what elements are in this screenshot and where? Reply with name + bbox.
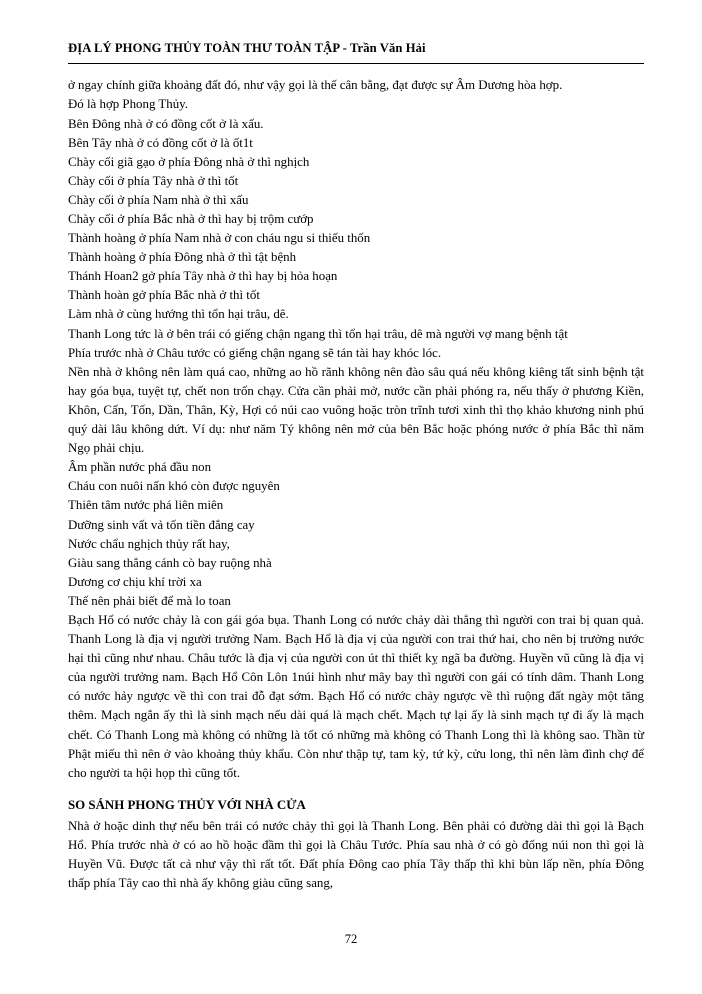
paragraph: Chày cối ở phía Bắc nhà ở thì hay bị trộm cướp <box>68 212 314 227</box>
document-body <box>68 76 644 893</box>
paragraph: Bên Đông nhà ở có đồng cốt ở là xấu. <box>68 116 264 131</box>
section-heading: SO SÁNH PHONG THỦY VỚI NHÀ CỬA <box>68 797 306 812</box>
paragraph: ở ngay chính giữa khoảng đất đó, như vậy gọi là thế cân bằng, đạt được sự Âm Dương hòa hợp. <box>68 78 563 93</box>
paragraph: Chày cối ở phía Nam nhà ở thì xấu <box>68 192 249 207</box>
paragraph: Giàu sang thẳng cánh cò bay ruộng nhà <box>68 555 272 570</box>
paragraph: Thiên tâm nước phá liên miên <box>68 498 224 513</box>
paragraph: Cháu con nuôi nấn khó còn được nguyên <box>68 479 280 494</box>
paragraph: Nền nhà ở không nên làm quá cao, những ao hồ rãnh không nên đào sâu quá nếu không kiêng tất sinh bệnh tật hay góa bụa, tuyệt tự, chết non trốn chạy. Cửa cần phải mở, nước cần phải phóng ra, nếu thấy ở phương Kiền, Khôn, Cấn, Tốn, Dần, Thân, Kỳ, Hợi có núi cao vuông hoặc tròn trĩnh tươi xinh thì thọ khảo khương ninh phú quý dài lâu không dứt. Ví dụ: như năm Tý không nên mở của bên Bắc hoặc phóng nước ở phía Bắc thì năm Ngọ phải chịu. <box>68 364 644 456</box>
paragraph: Chày cối giã gạo ở phía Đông nhà ở thì nghịch <box>68 154 310 169</box>
paragraph: Làm nhà ở cùng hướng thì tổn hại trâu, dê. <box>68 307 289 322</box>
paragraph: Đó là hợp Phong Thủy. <box>68 97 188 112</box>
paragraph: Bên Tây nhà ở có đồng cốt ở là ốt1t <box>68 135 253 150</box>
header-divider <box>68 63 644 64</box>
paragraph: Phía trước nhà ở Châu tước có giếng chận ngang sẽ tán tài hay khóc lóc. <box>68 345 442 360</box>
page-header-title: ĐỊA LÝ PHONG THỦY TOÀN THƯ TOÀN TẬP - Trần Văn Hải <box>68 41 426 55</box>
paragraph: Âm phần nước phá đầu non <box>68 460 212 475</box>
paragraph: Dương cơ chịu khí trời xa <box>68 574 202 589</box>
paragraph: Thành hoàng ở phía Đông nhà ở thì tật bệnh <box>68 250 297 265</box>
section-paragraph: Nhà ở hoặc dinh thự nếu bên trái có nước chảy thì gọi là Thanh Long. Bên phải có đường dài thì gọi là Bạch Hổ. Phía trước nhà ở có ao hồ hoặc đầm thì gọi là Châu Tước. Phía sau nhà ở có gò đống núi non thì gọi là Huyền Vũ. Được tất cả như vậy thì rất tốt. Đất phía Đông cao phía Tây thấp thì khi bùn lấp nền, phía Đông thấp phía Tây cao thì nhà ấy không giàu cũng sang, <box>68 818 644 891</box>
paragraph: Thành hoàng ở phía Nam nhà ở con cháu ngu si thiếu thốn <box>68 231 371 246</box>
paragraph: Thế nên phải biết để mà lo toan <box>68 593 231 608</box>
paragraph: Chày cối ở phía Tây nhà ở thì tốt <box>68 173 239 188</box>
paragraph: Dưỡng sinh vất vả tốn tiền đắng cay <box>68 517 255 532</box>
paragraph: Thành hoàn gở phía Bắc nhà ở thì tốt <box>68 288 260 303</box>
page-number: 72 <box>344 932 358 946</box>
paragraph: Thánh Hoan2 gở phía Tây nhà ở thì hay bị hỏa hoạn <box>68 269 338 284</box>
paragraph: Thanh Long tức là ở bên trái có giếng chận ngang thì tổn hại trâu, dê mà người vợ mang bệnh tật <box>68 326 568 341</box>
paragraph: Bạch Hổ có nước chảy là con gái góa bụa. Thanh Long có nước chảy dài thẳng thì người con trai bị quan quả. Thanh Long là địa vị người trưởng Nam. Bạch Hổ là địa vị của người con trai thứ hai, cho nên bị trưởng nước hại thì cũng như nhau. Châu tước là địa vị của người con út thì thiết kỵ ngã ba đường. Huyền vũ cũng là địa vị của người trưởng nam. Bạch Hổ Côn Lôn 1núi hình như mây bay thì người con gái có tính dâm. Thanh Long có nước hảy ngược về thì con trai đỗ đạt sớm. Bạch Hổ có nước chảy ngược về thì ruộng đất ngày một tăng thêm. Mạch ngắn ấy thì là sinh mạch nếu dài quá là mạch chết. Mạch tự lại ấy là sinh mạch tự đi ấy là mạch chết. Có Thanh Long mà không có những là tốt có những mà không có Thanh Long thì là không sao. Thần từ Phật miếu thì nên ở vào khoảng thủy khẩu. Còn như thập tự, tam kỳ, tứ kỳ, cửu long, thì nên làm đình chợ để cho người ta hội họp thì cũng tốt. <box>68 612 644 780</box>
paragraph: Nước chẩu nghịch thủy rất hay, <box>68 536 230 551</box>
